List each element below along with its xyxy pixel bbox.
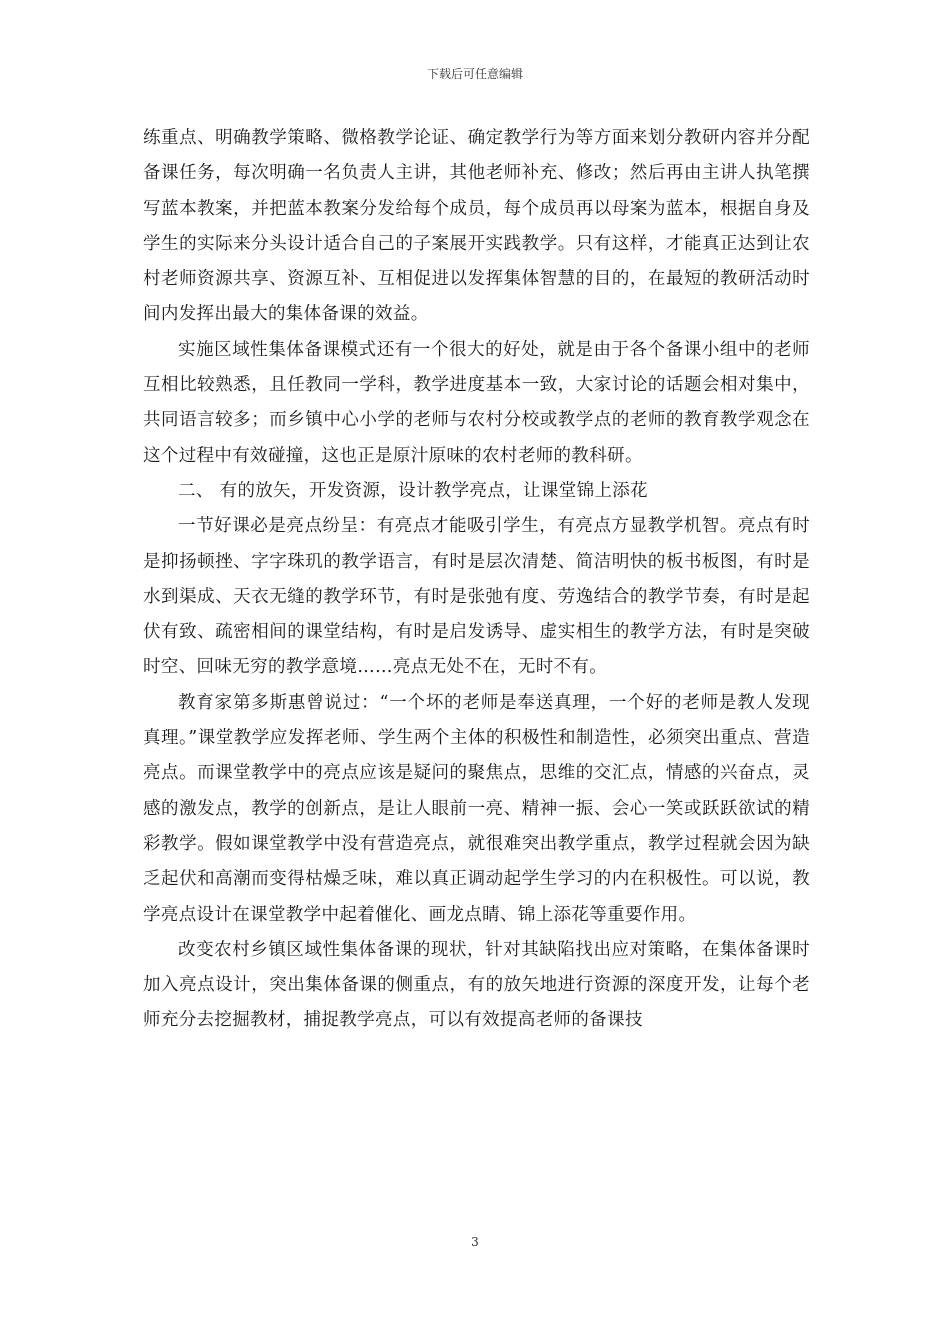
paragraph: 一节好课必是亮点纷呈：有亮点才能吸引学生，有亮点方显教学机智。亮点有时是抑扬顿挫、字字珠玑的教学语言，有时是层次清楚、简洁明快的板书板图，有时是水到渠成、天衣无缝的教学环节，有时是张弛有度、劳逸结合的教学节奏，有时是起伏有致、疏密相间的课堂结构，有时是启发诱导、虚实相生的教学方法，有时是突破时空、回味无穷的教学意境……亮点无处不在，无时不有。: [143, 516, 810, 678]
paragraph-continuation: 练重点、明确教学策略、微格教学论证、确定教学行为等方面来划分教研内容并分配备课任务，每次明确一名负责人主讲，其他老师补充、修改；然后再由主讲人执笔撰写蓝本教案，并把蓝本教案分发给每个成员，每个成员再以母案为蓝本，根据自身及学生的实际来分头设计适合自己的子案展开实践教学。只有这样，才能真正达到让农村老师资源共享、资源互补、互相促进以发挥集体智慧的目的，在最短的教研活动时间内发挥出最大的集体备课的效益。: [143, 128, 810, 325]
paragraph: 改变农村乡镇区域性集体备课的现状，针对其缺陷找出应对策略，在集体备课时加入亮点设计，突出集体备课的侧重点，有的放矢地进行资源的深度开发，让每个老师充分去挖掘教材，捕捉教学亮点，可以有效提高老师的备课技: [143, 939, 810, 1031]
paragraph: 实施区域性集体备课模式还有一个很大的好处，就是由于各个备课小组中的老师互相比较熟悉，且任教同一学科，教学进度基本一致，大家讨论的话题会相对集中，共同语言较多；而乡镇中心小学的老师与农村分校或教学点的老师的教育教学观念在这个过程中有效碰撞，这也正是原汁原味的农村老师的教科研。: [143, 339, 810, 466]
paragraph: 教育家第多斯惠曾说过：“一个坏的老师是奉送真理，一个好的老师是教人发现真理。”课堂教学应发挥老师、学生两个主体的积极性和制造性，必须突出重点、营造亮点。而课堂教学中的亮点应该是疑问的聚焦点，思维的交汇点，情感的兴奋点，灵感的激发点，教学的创新点，是让人眼前一亮、精神一振、会心一笑或跃跃欲试的精彩教学。假如课堂教学中没有营造亮点，就很难突出教学重点，教学过程就会因为缺乏起伏和高潮而变得枯燥乏味，难以真正调动起学生学习的内在积极性。可以说，教学亮点设计在课堂教学中起着催化、画龙点睛、锦上添花等重要作用。: [143, 692, 810, 925]
page-header: 下载后可任意编辑: [426, 67, 523, 81]
document-body: [143, 121, 810, 1039]
page-number: 3: [471, 1235, 479, 1249]
section-heading: 二、 有的放矢，开发资源，设计教学亮点，让课堂锦上添花: [178, 480, 649, 501]
